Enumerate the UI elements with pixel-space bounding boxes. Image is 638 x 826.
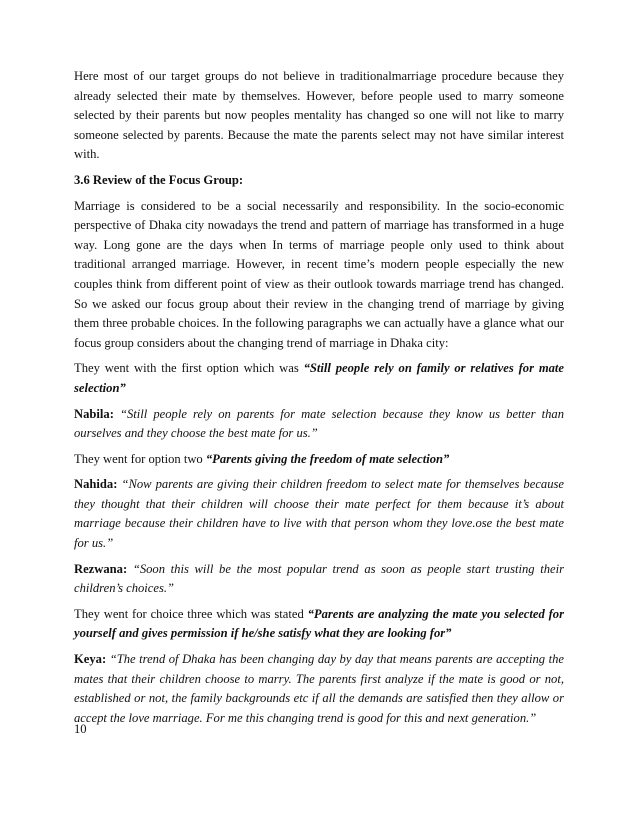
rezwana-paragraph bbox=[74, 560, 564, 599]
option-one-intro: They went with the first option which was bbox=[74, 361, 304, 376]
nahida-quote: “Now parents are giving their children freedom to select mate for themselves because they thought that their children will choose their mate perfect for them because it’s about marriage because their children have to live with that person whom they love.ose the best mate for us.” bbox=[74, 477, 564, 551]
option-one-quote: “Still people rely on family or relatives for mate selection” bbox=[74, 361, 564, 395]
keya-name: Keya: bbox=[74, 652, 107, 667]
option-two-intro: They went for option two bbox=[74, 451, 206, 466]
nabila-quote: “Still people rely on parents for mate selection because they know us better than ourselves and they choose the best mate for us.” bbox=[74, 406, 564, 441]
keya-paragraph bbox=[74, 650, 564, 728]
rezwana-quote: “Soon this will be the most popular trend as soon as people start trusting their children’s choices.” bbox=[74, 561, 564, 596]
keya-quote: “The trend of Dhaka has been changing day by day that means parents are accepting the mates that their children choose to marry. The parents first analyze if the mate is good or not, established or not, the family backgrounds etc if all the demands are satisfied then they allow or accept the love marriage. For me this changing trend is good for this and next generation.” bbox=[74, 652, 564, 725]
document-page bbox=[74, 67, 564, 734]
nahida-paragraph bbox=[74, 475, 564, 553]
nabila-name: Nabila: bbox=[74, 406, 114, 421]
option-one-paragraph bbox=[74, 359, 564, 398]
review-paragraph: Marriage is considered to be a social necessarily and responsibility. In the socio-economic perspective of Dhaka city nowadays the trend and pattern of marriage has transformed in a huge way. Long gone are the days when In terms of marriage people only used to think about traditional arranged marriage. However, in recent time’s modern people especially the new couples think from different point of view as their outlook towards marriage trend has changed. So we asked our focus group about their review in the changing trend of marriage by giving them three probable choices. In the following paragraphs we can actually have a glance what our focus group considers about the changing trend of marriage in Dhaka city: bbox=[74, 198, 564, 350]
option-two-quote: “Parents giving the freedom of mate selection” bbox=[205, 451, 450, 466]
option-three-intro: They went for choice three which was stated bbox=[74, 606, 308, 621]
option-two-paragraph bbox=[74, 450, 564, 470]
intro-paragraph: Here most of our target groups do not believe in traditionalmarriage procedure because they already selected their mate by themselves. However, before people used to marry someone selected by their parents but now peoples mentality has changed so one will not like to marry someone selected by parents. Because the mate the parents select may not have similar interest with. bbox=[74, 69, 564, 162]
nabila-paragraph bbox=[74, 405, 564, 444]
page-number: 10 bbox=[74, 722, 87, 736]
rezwana-name: Rezwana: bbox=[74, 561, 128, 576]
option-three-paragraph bbox=[74, 605, 564, 644]
option-three-quote: “Parents are analyzing the mate you selected for yourself and gives permission if he/she satisfy what they are looking for” bbox=[74, 606, 564, 641]
nahida-name: Nahida: bbox=[74, 477, 118, 492]
section-heading: 3.6 Review of the Focus Group: bbox=[74, 172, 244, 187]
